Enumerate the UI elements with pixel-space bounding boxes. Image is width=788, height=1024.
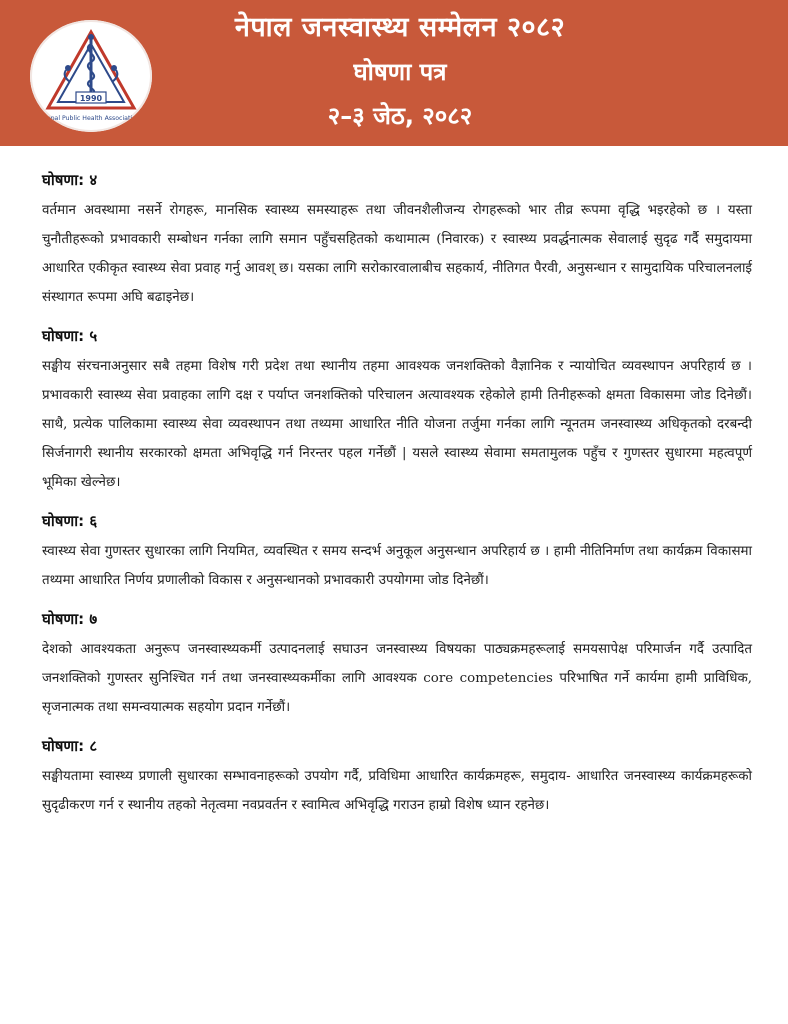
section-body: सङ्घीयतामा स्वास्थ्य प्रणाली सुधारका सम्भावनाहरूको उपयोग गर्दै, प्रविधिमा आधारित कार्यक्रमहरू, समुदाय- आधारित जनस्वास्थ्य कार्यक्रमहरूको सुदृढीकरण गर्न र स्थानीय तहको नेतृत्वमा नवप्रवर्तन र स्वामित्व अभिवृद्धि गराउन हाम्रो विशेष ध्यान रहनेछ। (42, 769, 752, 813)
declaration-section (42, 170, 752, 312)
declaration-section (42, 736, 752, 820)
section-heading: घोषणा: ८ (42, 737, 98, 755)
section-body: वर्तमान अवस्थामा नसर्ने रोगहरू, मानसिक स्वास्थ्य समस्याहरू तथा जीवनशैलीजन्य रोगहरूको भार तीव्र रूपमा वृद्धि भइरहेको छ । यस्ता चुनौतीहरूको प्रभावकारी सम्बोधन गर्नका लागि समान पहुँचसहितको कथामात्म (निवारक) र स्वास्थ्य प्रवर्द्धनात्मक सेवालाई सुदृढ गर्दै समुदायमा आधारित एकीकृत स्वास्थ्य सेवा प्रवाह गर्नु आवश् छ। यसका लागि सरोकारवालाबीच सहकार्य, नीतिगत पैरवी, अनुसन्धान र सामुदायिक परिचालनलाई संस्थागत रूपमा अघि बढाइनेछ। (42, 203, 752, 305)
section-heading: घोषणा: ४ (42, 171, 98, 189)
section-heading: घोषणा: ५ (42, 327, 98, 345)
section-body: स्वास्थ्य सेवा गुणस्तर सुधारका लागि नियमित, व्यवस्थित र समय सन्दर्भ अनुकूल अनुसन्धान अपरिहार्य छ । हामी नीतिनिर्माण तथा कार्यक्रम विकासमा तथ्यमा आधारित निर्णय प्रणालीको विकास र अनुसन्धानको प्रभावकारी उपयोगमा जोड दिनेछौं। (42, 544, 752, 588)
caduceus-triangle-logo (30, 20, 152, 132)
declaration-section (42, 511, 752, 595)
section-body: सङ्घीय संरचनाअनुसार सबै तहमा विशेष गरी प्रदेश तथा स्थानीय तहमा आवश्यक जनशक्तिको वैज्ञानिक र न्यायोचित व्यवस्थापन अपरिहार्य छ । प्रभावकारी स्वास्थ्य सेवा प्रवाहका लागि दक्ष र पर्याप्त जनशक्तिको परिचालन अत्यावश्यक रहेकोले हामी तिनीहरूको क्षमता विकासमा जोड दिनेछौं। साथै, प्रत्येक पालिकामा स्वास्थ्य सेवा व्यवस्थापन तथा तथ्यमा आधारित नीति योजना तर्जुमा गर्नका लागि न्यूनतम जनस्वास्थ्य अधिकृतको दरबन्दी सिर्जनागरी स्थानीय सरकारको क्षमता अभिवृद्धि गर्न निरन्तर पहल गर्नेछौं | यसले स्वास्थ्य सेवामा समतामुलक पहुँच र गुणस्तर सुधारमा महत्वपूर्ण भूमिका खेल्नेछ। (42, 359, 752, 490)
section-heading: घोषणा: ७ (42, 610, 98, 628)
section-body: देशको आवश्यकता अनुरूप जनस्वास्थ्यकर्मी उत्पादनलाई सघाउन जनस्वास्थ्य विषयका पाठ्यक्रमहरूलाई समयसापेक्ष परिमार्जन गर्दै उत्पादित जनशक्तिको गुणस्तर सुनिश्चित गर्न तथा जनस्वास्थ्यकर्मीका लागि आवश्यक core competencies परिभाषित गर्ने कार्यमा हामी प्राविधिक, सृजनात्मक तथा समन्वयात्मक सहयोग प्रदान गर्नेछौं। (42, 642, 752, 715)
event-date: २–३ जेठ, २०८२ (327, 102, 473, 130)
header-banner (0, 0, 788, 146)
declaration-content (42, 170, 752, 834)
logo-org-name: Nepal Public Health Association (42, 115, 140, 122)
logo-icon (30, 20, 152, 132)
declaration-section (42, 609, 752, 722)
logo-year: 1990 (79, 94, 103, 103)
header-text (160, 6, 640, 138)
section-heading: घोषणा: ६ (42, 512, 98, 530)
page-subtitle: घोषणा पत्र (353, 58, 447, 86)
declaration-section (42, 326, 752, 497)
page-title: नेपाल जनस्वास्थ्य सम्मेलन २०८२ (234, 12, 566, 43)
